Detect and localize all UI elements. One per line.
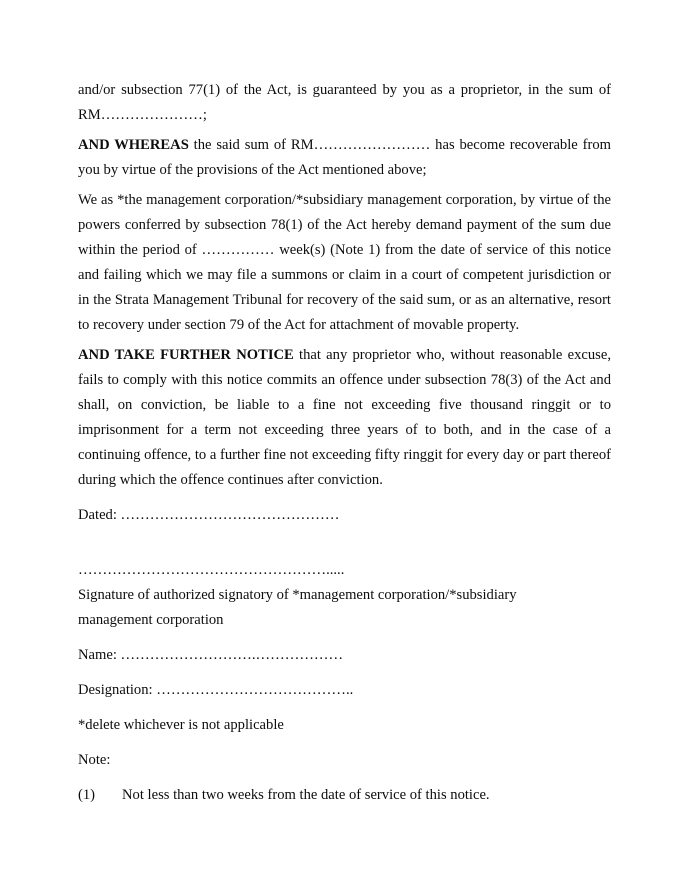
name-field: Name: ……………………….……………… <box>78 647 344 663</box>
dated-field: Dated: ……………………………………… <box>78 507 340 523</box>
and-whereas-heading: AND WHEREAS <box>78 137 189 153</box>
designation-field: Designation: ………………………………….. <box>78 682 354 698</box>
note-item-number: (1) <box>78 787 96 803</box>
signature-space <box>78 528 611 558</box>
paragraph-demand-payment: We as *the management corporation/*subsidiary management corporation, by virtue of the powers conferred by subsection 78(1) of the Act hereby demand payment of the sum due within the period of …………… week(s) (Note 1) from the date of service of this notice and failing which we may file a summons or claim in a court of competent jurisdiction or in the Strata Management Tribunal for recovery of the said sum, or as an alternative, resort to recovery under section 79 of the Act for attachment of movable property. <box>78 192 611 333</box>
signature-rule: ……………………………………………..... <box>78 562 345 578</box>
note-label: Note: <box>78 752 111 768</box>
paragraph-take-further-notice <box>78 343 611 493</box>
note-item <box>78 783 611 808</box>
and-whereas-text: the said sum of RM…………………… has become recoverable from you by virtue of the provisions of the Act mentioned above; <box>78 137 611 178</box>
take-further-notice-text: that any proprietor who, without reasonable excuse, fails to comply with this notice commits an offence under subsection 78(3) of the Act and shall, on conviction, be liable to a fine not exceeding five thousand ringgit or to imprisonment for a term not exceeding three years of to both, and in the case of a continuing offence, to a further fine not exceeding fifty ringgit for every day or part thereof during which the offence continues after conviction. <box>78 347 612 488</box>
note-item-text: Not less than two weeks from the date of service of this notice. <box>122 787 490 803</box>
document-content <box>78 78 611 808</box>
paragraph-guarantee: and/or subsection 77(1) of the Act, is guaranteed by you as a proprietor, in the sum of RM…………………; <box>78 82 611 123</box>
take-further-notice-heading: AND TAKE FURTHER NOTICE <box>78 347 294 363</box>
signature-caption: Signature of authorized signatory of *management corporation/*subsidiary management corporation <box>78 587 517 628</box>
paragraph-and-whereas <box>78 133 611 183</box>
delete-whichever-note: *delete whichever is not applicable <box>78 717 284 733</box>
